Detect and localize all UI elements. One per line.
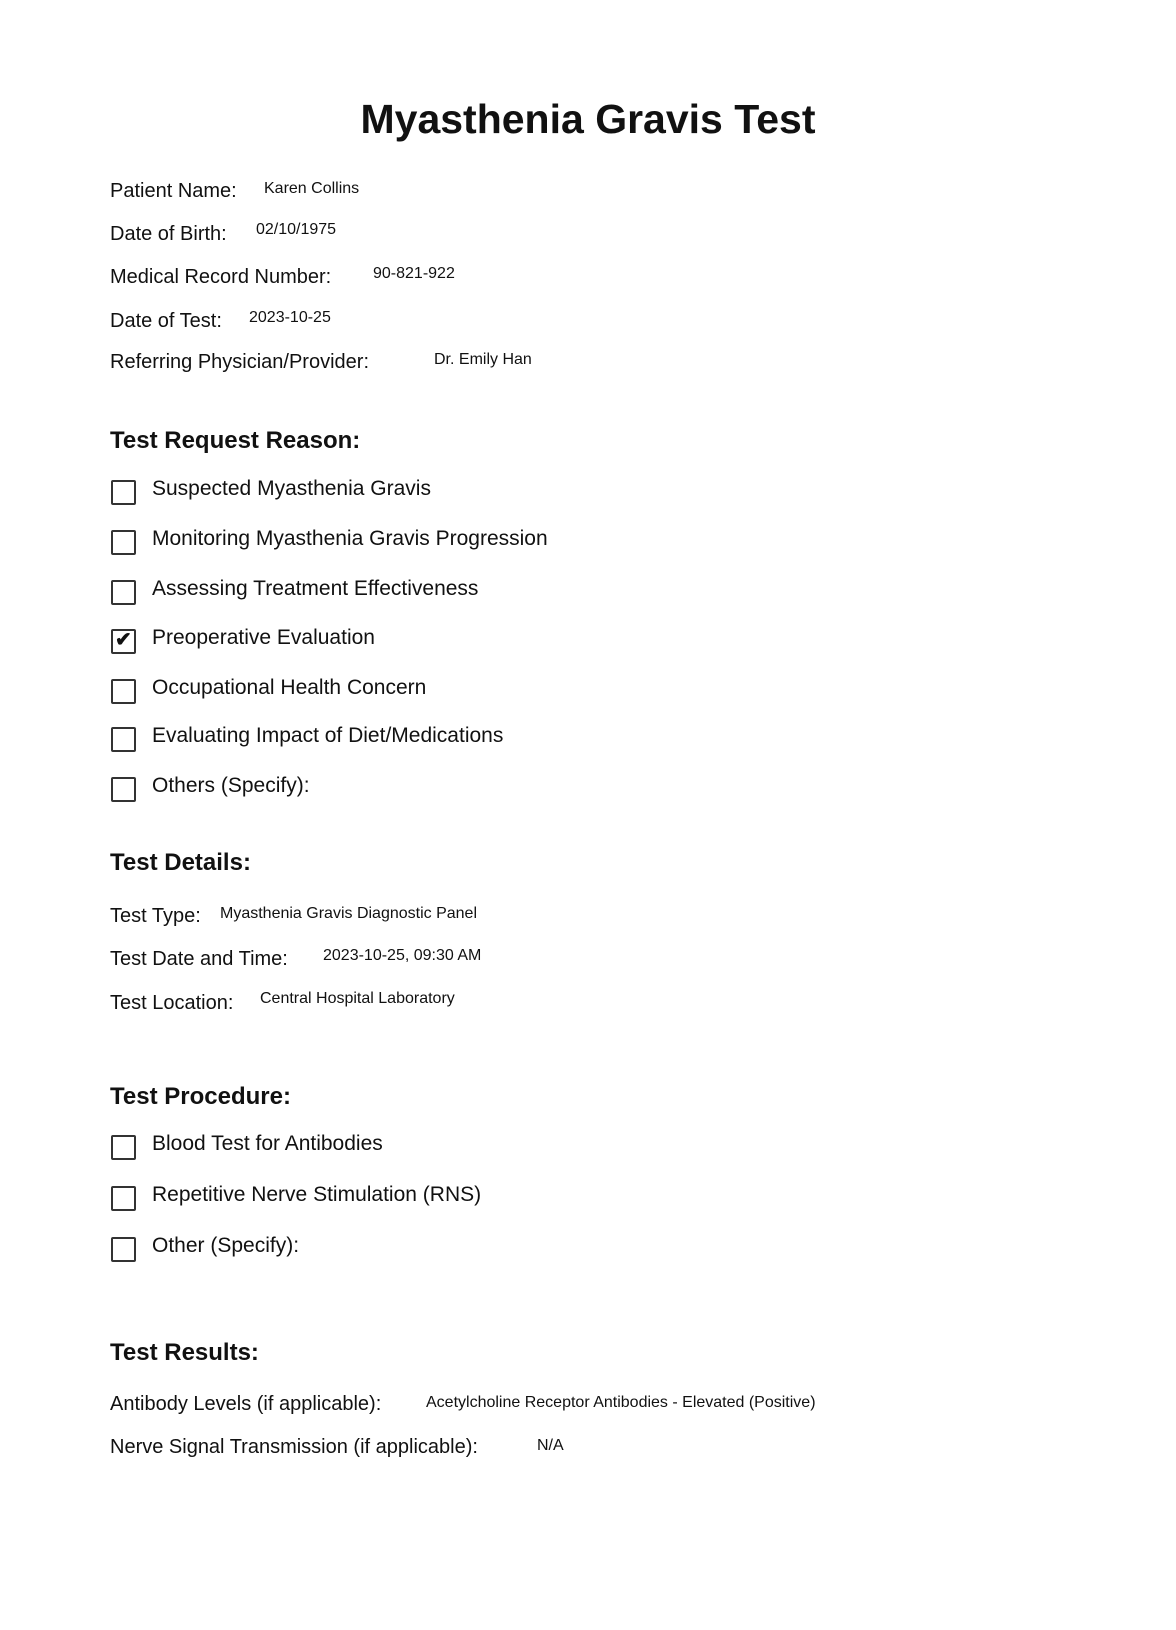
checkbox[interactable] (111, 679, 136, 704)
checkbox-label[interactable]: Evaluating Impact of Diet/Medications (152, 724, 504, 747)
antibody-label: Antibody Levels (if applicable): (110, 1393, 382, 1415)
details-heading: Test Details: (110, 849, 251, 876)
test-datetime-label: Test Date and Time: (110, 948, 288, 970)
test-location-value[interactable]: Central Hospital Laboratory (260, 990, 455, 1007)
checkbox-label[interactable]: Others (Specify): (152, 774, 310, 797)
dob-label: Date of Birth: (110, 223, 227, 245)
physician-value[interactable]: Dr. Emily Han (434, 351, 532, 368)
mrn-value[interactable]: 90-821-922 (373, 265, 455, 282)
results-heading: Test Results: (110, 1339, 259, 1366)
checkbox-label[interactable]: Assessing Treatment Effectiveness (152, 577, 479, 600)
checkbox-label[interactable]: Suspected Myasthenia Gravis (152, 477, 431, 500)
check-icon: ✔ (115, 629, 132, 651)
checkbox[interactable] (111, 727, 136, 752)
antibody-value[interactable]: Acetylcholine Receptor Antibodies - Elevated (Positive) (426, 1394, 816, 1411)
checkbox[interactable] (111, 530, 136, 555)
patient-name-value[interactable]: Karen Collins (264, 180, 360, 197)
checkbox[interactable] (111, 629, 136, 654)
nerve-label: Nerve Signal Transmission (if applicable): (110, 1436, 478, 1458)
test-date-label: Date of Test: (110, 310, 222, 332)
checkbox[interactable] (111, 580, 136, 605)
checkbox[interactable] (111, 777, 136, 802)
mrn-label: Medical Record Number: (110, 266, 332, 288)
reason-heading: Test Request Reason: (110, 427, 361, 454)
checkbox[interactable] (111, 1186, 136, 1211)
test-type-value[interactable]: Myasthenia Gravis Diagnostic Panel (220, 905, 478, 922)
page-title: Myasthenia Gravis Test (360, 96, 816, 142)
test-location-label: Test Location: (110, 992, 234, 1014)
checkbox[interactable] (111, 1237, 136, 1262)
checkbox-label[interactable]: Monitoring Myasthenia Gravis Progression (152, 527, 548, 550)
checkbox[interactable] (111, 1135, 136, 1160)
checkbox-label[interactable]: Other (Specify): (152, 1234, 300, 1257)
checkbox-label[interactable]: Occupational Health Concern (152, 676, 427, 699)
checkbox-label[interactable]: Blood Test for Antibodies (152, 1132, 383, 1155)
test-date-value[interactable]: 2023-10-25 (249, 309, 331, 326)
procedure-heading: Test Procedure: (110, 1083, 291, 1110)
physician-label: Referring Physician/Provider: (110, 351, 369, 373)
patient-name-label: Patient Name: (110, 180, 237, 202)
test-type-label: Test Type: (110, 905, 201, 927)
dob-value[interactable]: 02/10/1975 (256, 221, 337, 238)
checkbox-label[interactable]: Preoperative Evaluation (152, 626, 375, 649)
checkbox-label[interactable]: Repetitive Nerve Stimulation (RNS) (152, 1183, 482, 1206)
checkbox[interactable] (111, 480, 136, 505)
nerve-value[interactable]: N/A (537, 1437, 564, 1454)
test-datetime-value[interactable]: 2023-10-25, 09:30 AM (323, 947, 482, 964)
